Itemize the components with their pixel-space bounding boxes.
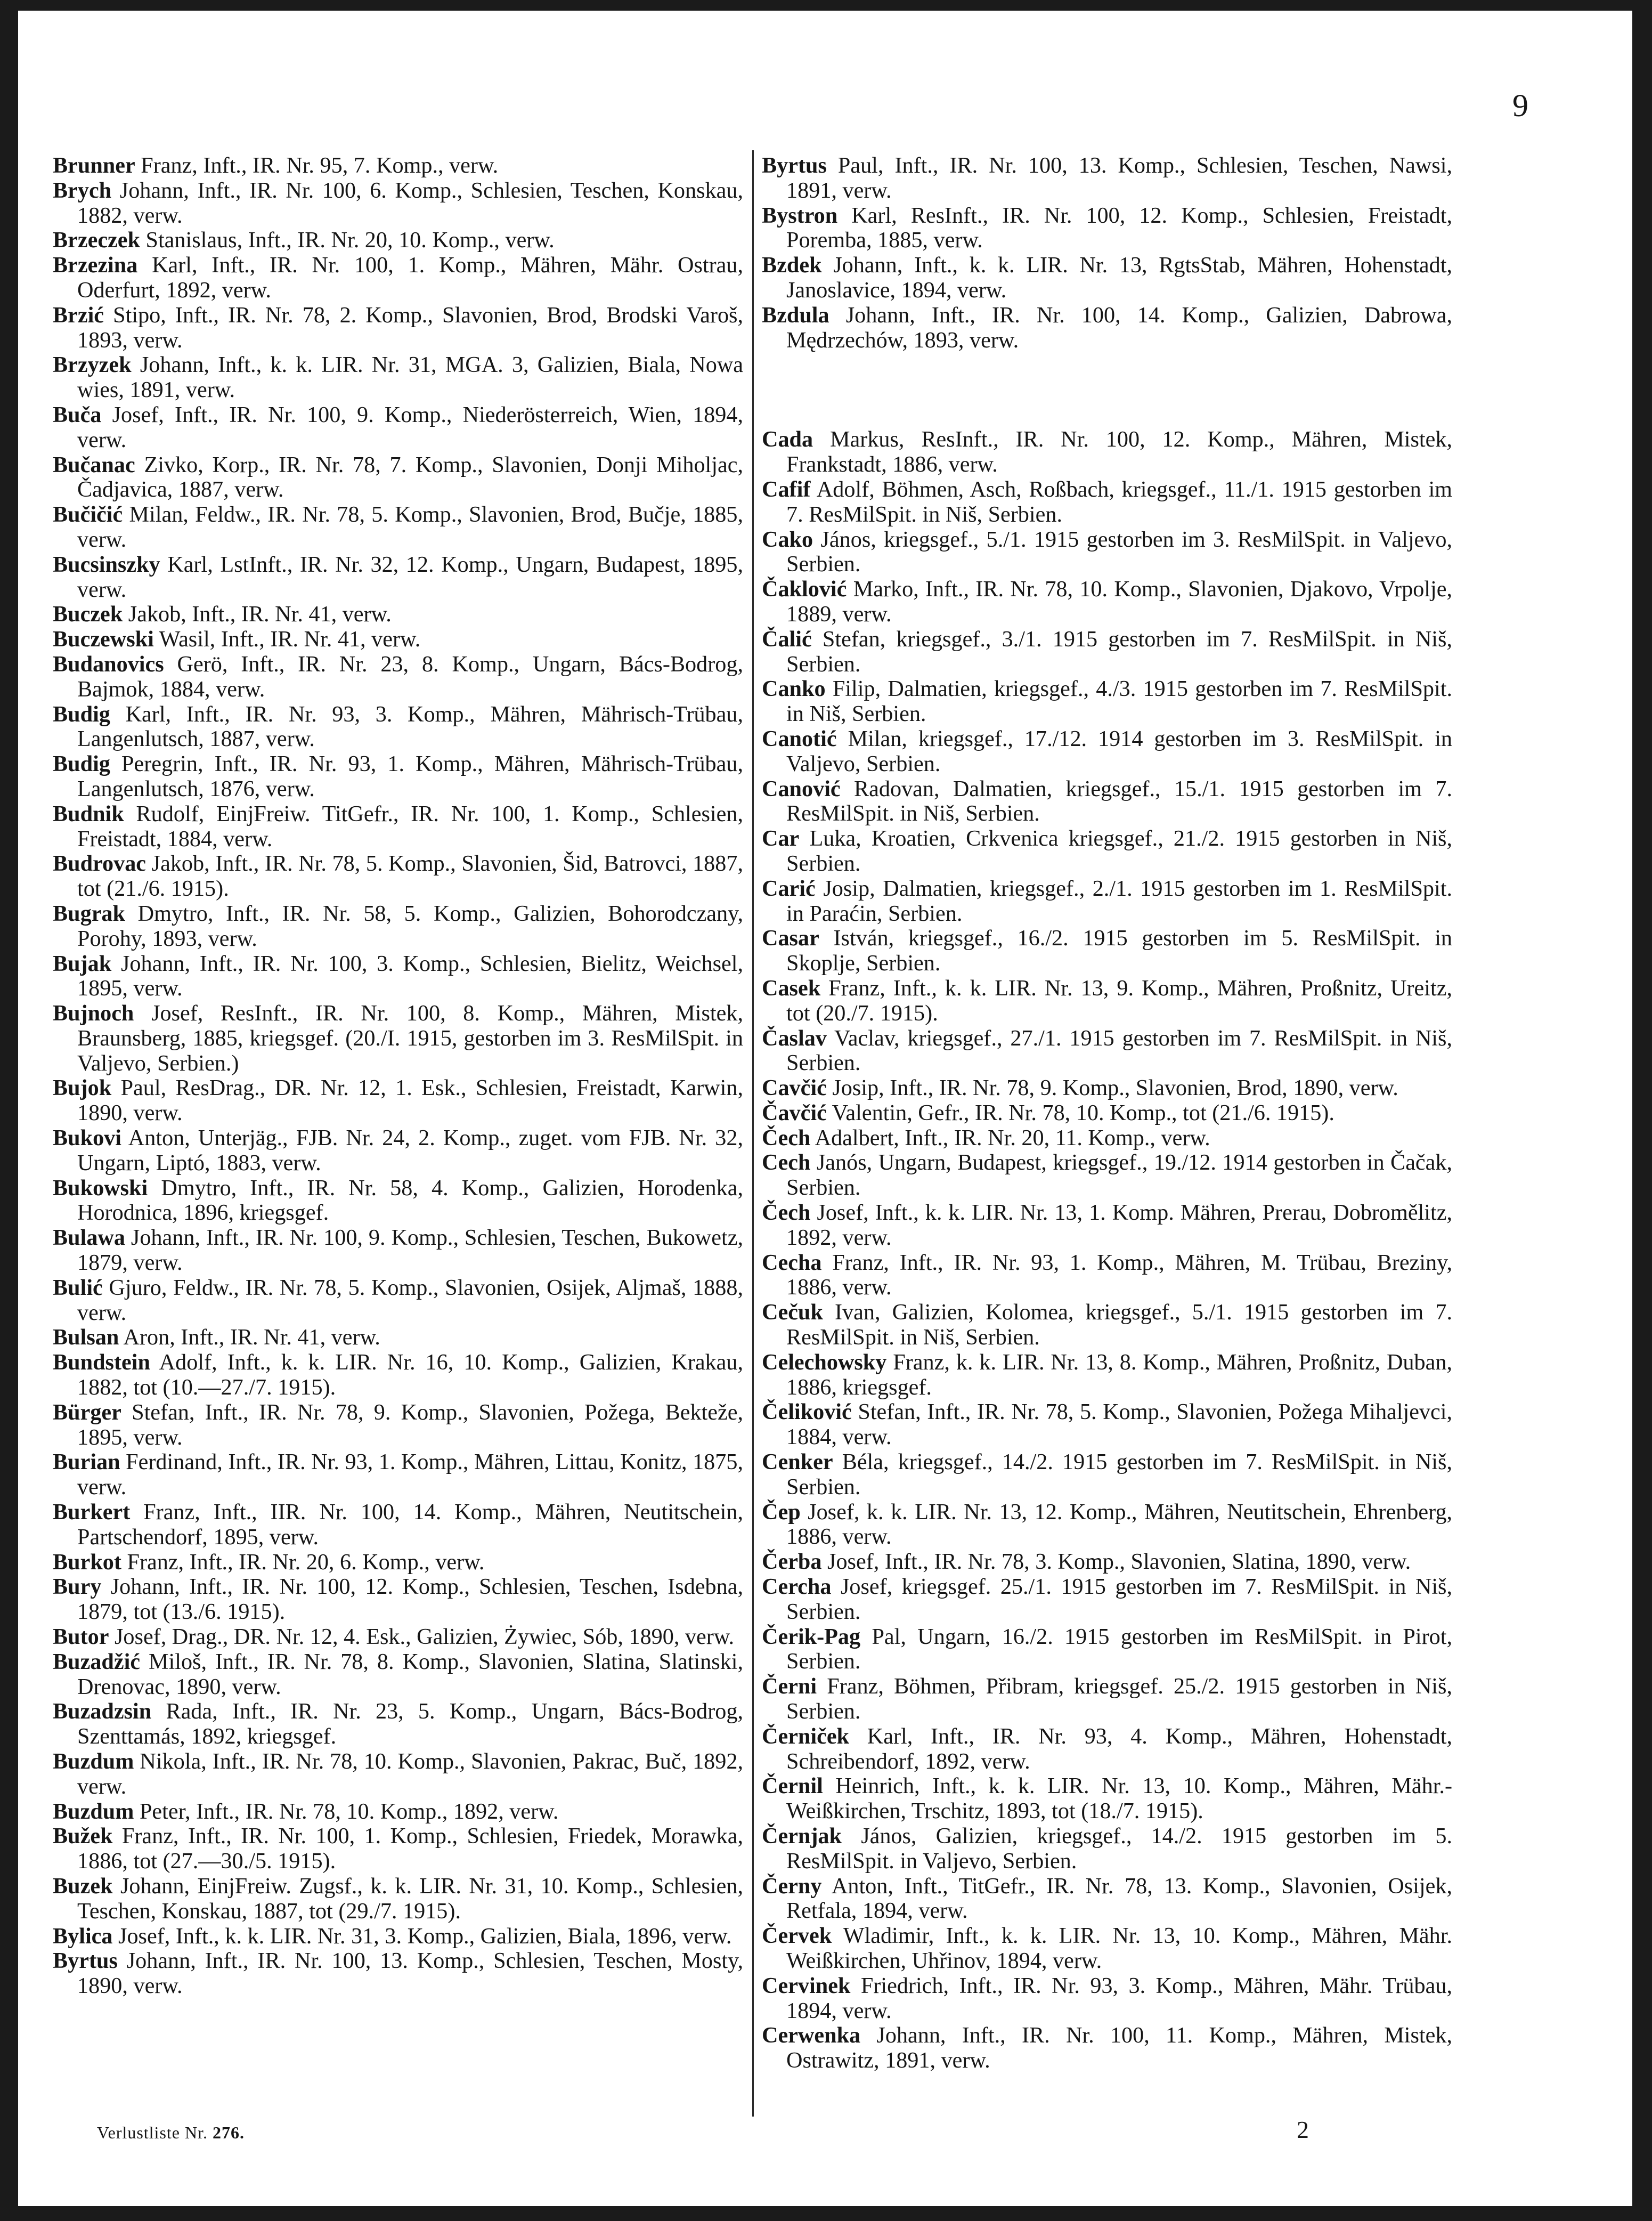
entry-details: Nikola, Inft., IR. Nr. 78, 10. Komp., Slavonien, Pakrac, Buč, 1892, verw. — [77, 1749, 744, 1799]
list-entry — [53, 952, 743, 1002]
entry-details: Radovan, Dalmatien, kriegsgef., 15./1. 1915 gestorben im 7. ResMilSpit. in Niš, Serbien. — [786, 776, 1452, 826]
list-entry — [762, 1150, 1452, 1201]
list-entry — [762, 1575, 1452, 1625]
entry-details: Anton, Inft., TitGefr., IR. Nr. 78, 13. Komp., Slavonien, Osijek, Retfala, 1894, verw. — [786, 1873, 1452, 1924]
entry-details: Franz, Inft., IIR. Nr. 100, 14. Komp., Mähren, Neutitschein, Partschendorf, 1895, verw. — [77, 1499, 744, 1550]
entry-surname: Čerba — [762, 1549, 822, 1575]
list-entry — [53, 852, 743, 902]
left-column — [53, 153, 743, 1999]
entry-surname: Bugrak — [53, 901, 125, 926]
entry-details: Karl, Inft., IR. Nr. 93, 4. Komp., Mähren, Hohenstadt, Schreibendorf, 1892, verw. — [786, 1723, 1452, 1774]
entry-details: Paul, ResDrag., DR. Nr. 12, 1. Esk., Schlesien, Freistadt, Karwin, 1890, verw. — [77, 1075, 743, 1126]
entry-details: Karl, LstInft., IR. Nr. 32, 12. Komp., Ungarn, Budapest, 1895, verw. — [77, 552, 744, 602]
footer-list-prefix: Verlustliste Nr. — [97, 2123, 208, 2142]
list-entry — [53, 1749, 743, 1800]
entry-details: Stefan, Inft., IR. Nr. 78, 5. Komp., Slavonien, Požega Mihaljevci, 1884, verw. — [786, 1399, 1453, 1450]
entry-surname: Cafif — [762, 476, 811, 502]
entry-surname: Bulsan — [53, 1325, 119, 1350]
entry-surname: Canko — [762, 676, 826, 702]
list-entry — [762, 627, 1452, 677]
entry-surname: Buča — [53, 402, 102, 427]
entry-surname: Čalić — [762, 626, 812, 652]
list-entry — [762, 1400, 1452, 1450]
entry-details: Johann, Inft., IR. Nr. 100, 6. Komp., Schlesien, Teschen, Konskau, 1882, verw. — [77, 177, 743, 228]
list-entry — [762, 1350, 1452, 1400]
entry-details: Josip, Dalmatien, kriegsgef., 2./1. 1915 gestorben im 1. ResMilSpit. in Paraćin, Serbien. — [786, 876, 1452, 926]
list-entry — [53, 627, 743, 652]
list-entry — [53, 652, 743, 702]
list-entry — [53, 1874, 743, 1924]
entry-details: János, Galizien, kriegsgef., 14./2. 1915 gestorben im 5. ResMilSpit. in Valjevo, Serbien. — [786, 1823, 1453, 1874]
entry-surname: Budanovics — [53, 651, 164, 677]
footer-list-label — [97, 2123, 245, 2143]
entry-details: Dmytro, Inft., IR. Nr. 58, 4. Komp., Galizien, Horodenka, Horodnica, 1896, kriegsgef. — [77, 1175, 744, 1226]
list-entry — [53, 179, 743, 229]
entry-surname: Bužek — [53, 1823, 113, 1849]
document-page — [18, 11, 1632, 2206]
entry-surname: Bujnoch — [53, 1001, 134, 1026]
entry-surname: Cercha — [762, 1574, 832, 1600]
entry-surname: Burkert — [53, 1499, 131, 1525]
entry-details: Josef, k. k. LIR. Nr. 13, 12. Komp., Mähren, Neutitschein, Ehrenberg, 1886, verw. — [786, 1499, 1453, 1550]
entry-details: Karl, Inft., IR. Nr. 93, 3. Komp., Mähren, Mährisch-Trübau, Langenlutsch, 1887, verw. — [77, 701, 744, 752]
entry-surname: Celechowsky — [762, 1349, 887, 1375]
list-entry — [762, 1924, 1452, 1974]
column-divider — [752, 150, 754, 2117]
list-entry — [53, 1350, 743, 1400]
list-entry — [762, 1251, 1452, 1301]
entry-details: Paul, Inft., IR. Nr. 100, 13. Komp., Schlesien, Teschen, Nawsi, 1891, verw. — [786, 153, 1452, 203]
list-entry — [762, 976, 1452, 1026]
entry-details: Aron, Inft., IR. Nr. 41, verw. — [123, 1325, 380, 1350]
list-entry — [762, 153, 1452, 204]
entry-surname: Bylica — [53, 1923, 113, 1949]
list-entry — [762, 1974, 1452, 2024]
footer-sheet-number: 2 — [1297, 2116, 1309, 2143]
entry-surname: Čech — [762, 1125, 811, 1150]
entry-surname: Bulawa — [53, 1225, 125, 1251]
entry-details: Peregrin, Inft., IR. Nr. 93, 1. Komp., Mähren, Mährisch-Trübau, Langenlutsch, 1876, verw. — [77, 751, 743, 801]
entry-surname: Buczewski — [53, 627, 154, 652]
entry-surname: Časlav — [762, 1025, 827, 1051]
entry-details: Adalbert, Inft., IR. Nr. 20, 11. Komp., verw. — [815, 1125, 1210, 1150]
list-entry — [762, 1500, 1452, 1550]
list-entry — [53, 1824, 743, 1874]
entry-surname: Burian — [53, 1449, 120, 1475]
entry-details: Miloš, Inft., IR. Nr. 78, 8. Komp., Slavonien, Slatina, Slatinski, Drenovac, 1890, verw. — [77, 1649, 744, 1699]
entry-details: Gjuro, Feldw., IR. Nr. 78, 5. Komp., Slavonien, Osijek, Aljmaš, 1888, verw. — [77, 1275, 743, 1325]
entry-surname: Bystron — [762, 202, 838, 228]
entry-details: Josef, Inft., IR. Nr. 100, 9. Komp., Niederösterreich, Wien, 1894, verw. — [77, 402, 744, 452]
entry-surname: Brzić — [53, 302, 104, 328]
list-entry — [762, 1774, 1452, 1824]
entry-surname: Černi — [762, 1674, 817, 1699]
entry-surname: Čep — [762, 1499, 801, 1525]
list-entry — [53, 1001, 743, 1076]
entry-details: Johann, Inft., IR. Nr. 100, 3. Komp., Schlesien, Bielitz, Weichsel, 1895, verw. — [77, 951, 743, 1001]
list-entry — [53, 1276, 743, 1326]
entry-details: Rudolf, EinjFreiw. TitGefr., IR. Nr. 100, 1. Komp., Schlesien, Freistadt, 1884, verw. — [77, 801, 743, 852]
entry-surname: Buzdum — [53, 1798, 134, 1824]
entry-surname: Červek — [762, 1923, 832, 1949]
list-entry — [53, 502, 743, 553]
entry-surname: Cenker — [762, 1449, 833, 1475]
list-entry — [762, 1101, 1452, 1126]
list-entry — [53, 1325, 743, 1350]
entry-details: Franz, Inft., IR. Nr. 100, 1. Komp., Schlesien, Friedek, Morawka, 1886, tot (27.—30./5. 1915). — [77, 1823, 744, 1874]
entry-surname: Bujok — [53, 1075, 112, 1101]
entry-surname: Čerik-Pag — [762, 1624, 861, 1649]
list-entry — [762, 1674, 1452, 1724]
footer-list-number: 276. — [212, 2123, 245, 2142]
entry-details: Stanislaus, Inft., IR. Nr. 20, 10. Komp., verw. — [145, 228, 555, 253]
entry-surname: Cavčić — [762, 1075, 827, 1101]
entry-surname: Brzyzek — [53, 352, 132, 378]
list-entry — [762, 1874, 1452, 1924]
entry-details: Johann, Inft., IR. Nr. 100, 11. Komp., Mähren, Mistek, Ostrawitz, 1891, verw. — [786, 2023, 1452, 2073]
entry-details: Ivan, Galizien, Kolomea, kriegsgef., 5./1. 1915 gestorben im 7. ResMilSpit. in Niš, Serbien. — [786, 1300, 1452, 1350]
list-entry — [53, 1949, 743, 1999]
list-entry — [762, 1201, 1452, 1251]
list-entry — [762, 577, 1452, 627]
list-entry — [53, 1550, 743, 1575]
entry-details: Johann, EinjFreiw. Zugsf., k. k. LIR. Nr. 31, 10. Komp., Schlesien, Teschen, Konskau, 1887, tot (29./7. 1915). — [77, 1873, 743, 1924]
list-entry — [762, 826, 1452, 877]
list-entry — [53, 403, 743, 453]
entry-surname: Bzdula — [762, 302, 829, 328]
entry-details: Josef, kriegsgef. 25./1. 1915 gestorben im 7. ResMilSpit. in Niš, Serbien. — [786, 1574, 1453, 1624]
list-entry — [53, 1625, 743, 1650]
entry-surname: Čaklović — [762, 577, 847, 602]
entry-details: Pal, Ungarn, 16./2. 1915 gestorben im ResMilSpit. in Pirot, Serbien. — [786, 1624, 1453, 1674]
entry-surname: Carić — [762, 876, 816, 901]
entry-details: Friedrich, Inft., IR. Nr. 93, 3. Komp., Mähren, Mähr. Trübau, 1894, verw. — [786, 1973, 1452, 2023]
list-entry — [53, 802, 743, 852]
list-entry — [762, 528, 1452, 578]
entry-details: Stefan, kriegsgef., 3./1. 1915 gestorben im 7. ResMilSpit. in Niš, Serbien. — [786, 626, 1452, 677]
entry-details: Valentin, Gefr., IR. Nr. 78, 10. Komp., tot (21./6. 1915). — [832, 1100, 1334, 1125]
list-entry — [762, 1824, 1452, 1874]
entry-surname: Bukovi — [53, 1125, 121, 1151]
entry-details: Rada, Inft., IR. Nr. 23, 5. Komp., Ungarn, Bács-Bodrog, Szenttamás, 1892, kriegsgef. — [77, 1699, 744, 1749]
entry-surname: Butor — [53, 1624, 109, 1650]
right-column — [762, 153, 1452, 2073]
entry-details: Milan, Feldw., IR. Nr. 78, 5. Komp., Slavonien, Brod, Bučje, 1885, verw. — [77, 502, 744, 552]
entry-surname: Budig — [53, 701, 110, 727]
list-entry — [53, 602, 743, 627]
list-entry — [762, 1550, 1452, 1575]
section-gap — [762, 353, 1452, 427]
entry-details: Heinrich, Inft., k. k. LIR. Nr. 13, 10. Komp., Mähren, Mähr.-Weißkirchen, Trschitz, 1893, tot (18./7. 1915). — [786, 1773, 1453, 1824]
entry-surname: Cervinek — [762, 1973, 851, 1998]
entry-surname: Bundstein — [53, 1350, 150, 1375]
entry-details: Franz, Inft., IR. Nr. 20, 6. Komp., verw. — [127, 1549, 485, 1575]
entry-surname: Cako — [762, 526, 813, 552]
entry-surname: Bürger — [53, 1399, 121, 1425]
list-entry — [762, 1450, 1452, 1500]
list-entry — [762, 1026, 1452, 1076]
entry-details: Anton, Unterjäg., FJB. Nr. 24, 2. Komp., zuget. vom FJB. Nr. 32, Ungarn, Liptó, 1883, verw. — [77, 1125, 743, 1176]
list-entry — [762, 477, 1452, 528]
list-entry — [762, 727, 1452, 777]
list-entry — [53, 453, 743, 503]
entry-surname: Burkot — [53, 1549, 121, 1575]
entry-surname: Car — [762, 826, 800, 852]
list-entry — [762, 677, 1452, 727]
list-entry — [762, 2023, 1452, 2073]
entry-surname: Byrtus — [53, 1948, 118, 1974]
entry-details: Adolf, Böhmen, Asch, Roßbach, kriegsgef., 11./1. 1915 gestorben im 7. ResMilSpit. in Niš, Serbien. — [786, 476, 1452, 527]
entry-surname: Černil — [762, 1773, 823, 1799]
entry-details: Johann, Inft., k. k. LIR. Nr. 13, RgtsStab, Mähren, Hohenstadt, Janoslavice, 1894, verw. — [786, 253, 1453, 303]
entry-details: Johann, Inft., IR. Nr. 100, 13. Komp., Schlesien, Teschen, Mosty, 1890, verw. — [77, 1948, 743, 1999]
entry-details: Béla, kriegsgef., 14./2. 1915 gestorben im 7. ResMilSpit. in Niš, Serbien. — [786, 1449, 1452, 1499]
entry-surname: Černiček — [762, 1723, 850, 1749]
entry-surname: Canović — [762, 776, 841, 801]
list-entry — [53, 1450, 743, 1500]
entry-surname: Bukowski — [53, 1175, 148, 1201]
entry-details: Jakob, Inft., IR. Nr. 41, verw. — [128, 602, 392, 627]
entry-details: Josef, Inft., IR. Nr. 78, 3. Komp., Slavonien, Slatina, 1890, verw. — [827, 1549, 1411, 1575]
entry-surname: Brunner — [53, 153, 135, 178]
entry-details: Wladimir, Inft., k. k. LIR. Nr. 13, 10. Komp., Mähren, Mähr. Weißkirchen, Uhřinov, 1894, verw. — [786, 1923, 1452, 1973]
entry-details: Josip, Inft., IR. Nr. 78, 9. Komp., Slavonien, Brod, 1890, verw. — [832, 1075, 1398, 1101]
list-entry — [53, 1650, 743, 1700]
entry-details: Josef, Inft., k. k. LIR. Nr. 13, 1. Komp. Mähren, Prerau, Dobromělitz, 1892, verw. — [786, 1200, 1452, 1250]
entry-surname: Buzadžić — [53, 1649, 141, 1674]
entry-details: Franz, Inft., IR. Nr. 93, 1. Komp., Mähren, M. Trübau, Breziny, 1886, verw. — [786, 1250, 1452, 1300]
entry-details: Zivko, Korp., IR. Nr. 78, 7. Komp., Slavonien, Donji Miholjac, Čadjavica, 1887, verw. — [77, 452, 743, 502]
list-entry — [53, 153, 743, 179]
entry-details: Karl, Inft., IR. Nr. 100, 1. Komp., Mähren, Mähr. Ostrau, Oderfurt, 1892, verw. — [77, 253, 744, 303]
entry-details: Gerö, Inft., IR. Nr. 23, 8. Komp., Ungarn, Bács-Bodrog, Bajmok, 1884, verw. — [77, 651, 744, 702]
entry-details: Stefan, Inft., IR. Nr. 78, 9. Komp., Slavonien, Požega, Bekteže, 1895, verw. — [77, 1399, 743, 1450]
list-entry — [762, 253, 1452, 303]
entry-surname: Čavčić — [762, 1100, 827, 1125]
entry-details: Marko, Inft., IR. Nr. 78, 10. Komp., Slavonien, Djakovo, Vrpolje, 1889, verw. — [786, 577, 1453, 627]
entry-surname: Canotić — [762, 726, 837, 751]
entry-surname: Buczek — [53, 602, 123, 627]
entry-surname: Cecha — [762, 1250, 822, 1275]
list-entry — [53, 1400, 743, 1450]
list-entry — [762, 926, 1452, 976]
entry-surname: Brych — [53, 177, 112, 203]
list-entry — [762, 204, 1452, 254]
entry-surname: Bučanac — [53, 452, 135, 477]
list-entry — [762, 303, 1452, 353]
list-entry — [762, 1076, 1452, 1101]
list-entry — [53, 1176, 743, 1226]
list-entry — [53, 353, 743, 403]
entry-details: Vaclav, kriegsgef., 27./1. 1915 gestorben im 7. ResMilSpit. in Niš, Serbien. — [786, 1025, 1452, 1076]
entry-details: Wasil, Inft., IR. Nr. 41, verw. — [159, 627, 421, 652]
entry-surname: Bury — [53, 1574, 102, 1600]
entry-details: János, kriegsgef., 5./1. 1915 gestorben im 3. ResMilSpit. in Valjevo, Serbien. — [786, 526, 1453, 577]
entry-surname: Čech — [762, 1200, 811, 1226]
list-entry — [53, 1575, 743, 1625]
entry-surname: Casek — [762, 975, 821, 1001]
entry-surname: Černy — [762, 1873, 822, 1899]
entry-surname: Bučičić — [53, 502, 123, 528]
entry-details: István, kriegsgef., 16./2. 1915 gestorben im 5. ResMilSpit. in Skoplje, Serbien. — [786, 926, 1453, 976]
entry-surname: Bzdek — [762, 253, 822, 278]
entry-surname: Cerwenka — [762, 2023, 861, 2048]
list-entry — [762, 1300, 1452, 1350]
list-entry — [53, 228, 743, 253]
entry-surname: Budrovac — [53, 851, 147, 877]
entry-surname: Casar — [762, 926, 819, 951]
entry-surname: Budnik — [53, 801, 124, 826]
entry-details: Stipo, Inft., IR. Nr. 78, 2. Komp., Slavonien, Brod, Brodski Varoš, 1893, verw. — [77, 302, 744, 353]
entry-details: Josef, Inft., k. k. LIR. Nr. 31, 3. Komp., Galizien, Biala, 1896, verw. — [118, 1923, 732, 1949]
entry-details: Jakob, Inft., IR. Nr. 78, 5. Komp., Slavonien, Šid, Batrovci, 1887, tot (21./6. 1915). — [77, 851, 744, 902]
list-entry — [53, 1226, 743, 1276]
entry-details: Franz, k. k. LIR. Nr. 13, 8. Komp., Mähren, Proßnitz, Duban, 1886, kriegsgef. — [786, 1349, 1452, 1400]
entry-details: Adolf, Inft., k. k. LIR. Nr. 16, 10. Komp., Galizien, Krakau, 1882, tot (10.—27./7. 1915). — [77, 1350, 744, 1400]
entry-surname: Cech — [762, 1150, 811, 1176]
entry-surname: Černjak — [762, 1823, 842, 1849]
list-entry — [762, 1126, 1452, 1151]
entry-details: Ferdinand, Inft., IR. Nr. 93, 1. Komp., Mähren, Littau, Konitz, 1875, verw. — [77, 1449, 744, 1500]
list-entry — [762, 877, 1452, 927]
entry-surname: Bulić — [53, 1275, 103, 1300]
entry-details: Josef, Drag., DR. Nr. 12, 4. Esk., Galizien, Żywiec, Sób, 1890, verw. — [115, 1624, 735, 1650]
list-entry — [53, 1699, 743, 1749]
entry-details: Milan, kriegsgef., 17./12. 1914 gestorben im 3. ResMilSpit. in Valjevo, Serbien. — [786, 726, 1453, 776]
entry-details: Peter, Inft., IR. Nr. 78, 10. Komp., 1892, verw. — [139, 1798, 559, 1824]
entry-details: Franz, Böhmen, Přibram, kriegsgef. 25./2. 1915 gestorben in Niš, Serbien. — [786, 1674, 1452, 1724]
list-entry — [53, 1500, 743, 1550]
list-entry — [53, 902, 743, 952]
entry-surname: Bucsinszky — [53, 552, 160, 577]
list-entry — [53, 702, 743, 752]
entry-surname: Čeliković — [762, 1399, 852, 1425]
list-entry — [762, 1625, 1452, 1675]
entry-surname: Buzdum — [53, 1749, 134, 1774]
entry-details: Janós, Ungarn, Budapest, kriegsgef., 19./12. 1914 gestorben in Čačak, Serbien. — [786, 1150, 1453, 1201]
entry-details: Johann, Inft., k. k. LIR. Nr. 31, MGA. 3, Galizien, Biala, Nowa wies, 1891, verw. — [77, 352, 744, 403]
page-number: 9 — [1512, 88, 1528, 123]
entry-surname: Buzadzsin — [53, 1699, 152, 1724]
list-entry — [53, 1076, 743, 1126]
entry-details: Franz, Inft., k. k. LIR. Nr. 13, 9. Komp., Mähren, Proßnitz, Ureitz, tot (20./7. 1915). — [786, 975, 1452, 1026]
list-entry — [53, 1126, 743, 1176]
entry-details: Johann, Inft., IR. Nr. 100, 12. Komp., Schlesien, Teschen, Isdebna, 1879, tot (13./6. 1915). — [77, 1574, 744, 1625]
entry-surname: Bujak — [53, 951, 112, 976]
entry-details: Karl, ResInft., IR. Nr. 100, 12. Komp., Schlesien, Freistadt, Poremba, 1885, verw. — [786, 202, 1452, 253]
list-entry — [53, 553, 743, 603]
entry-surname: Budig — [53, 751, 110, 777]
entry-surname: Brzezina — [53, 253, 138, 278]
entry-details: Johann, Inft., IR. Nr. 100, 14. Komp., Galizien, Dabrowa, Mędrzechów, 1893, verw. — [786, 302, 1452, 353]
entry-details: Markus, ResInft., IR. Nr. 100, 12. Komp., Mähren, Mistek, Frankstadt, 1886, verw. — [786, 427, 1452, 477]
entry-details: Johann, Inft., IR. Nr. 100, 9. Komp., Schlesien, Teschen, Bukowetz, 1879, verw. — [77, 1225, 743, 1276]
list-entry — [53, 253, 743, 303]
entry-details: Luka, Kroatien, Crkvenica kriegsgef., 21./2. 1915 gestorben in Niš, Serbien. — [786, 826, 1453, 876]
entry-details: Franz, Inft., IR. Nr. 95, 7. Komp., verw. — [141, 153, 499, 178]
list-entry — [53, 752, 743, 802]
entry-details: Josef, ResInft., IR. Nr. 100, 8. Komp., Mähren, Mistek, Braunsberg, 1885, kriegsgef. (20./I. 1915, gestorben im 3. ResMilSpit. in Valjevo, Serbien.) — [77, 1001, 743, 1076]
list-entry — [762, 777, 1452, 827]
entry-surname: Cada — [762, 427, 813, 452]
entry-surname: Brzeczek — [53, 228, 140, 253]
entry-surname: Byrtus — [762, 153, 827, 178]
list-entry — [53, 1800, 743, 1825]
entry-details: Dmytro, Inft., IR. Nr. 58, 5. Komp., Galizien, Bohorodczany, Porohy, 1893, verw. — [77, 901, 744, 951]
list-entry — [53, 1924, 743, 1949]
list-entry — [762, 427, 1452, 477]
list-entry — [53, 303, 743, 353]
entry-surname: Cečuk — [762, 1300, 823, 1325]
entry-surname: Buzek — [53, 1873, 113, 1899]
entry-details: Filip, Dalmatien, kriegsgef., 4./3. 1915 gestorben im 7. ResMilSpit. in Niš, Serbien. — [786, 676, 1453, 727]
list-entry — [762, 1724, 1452, 1774]
